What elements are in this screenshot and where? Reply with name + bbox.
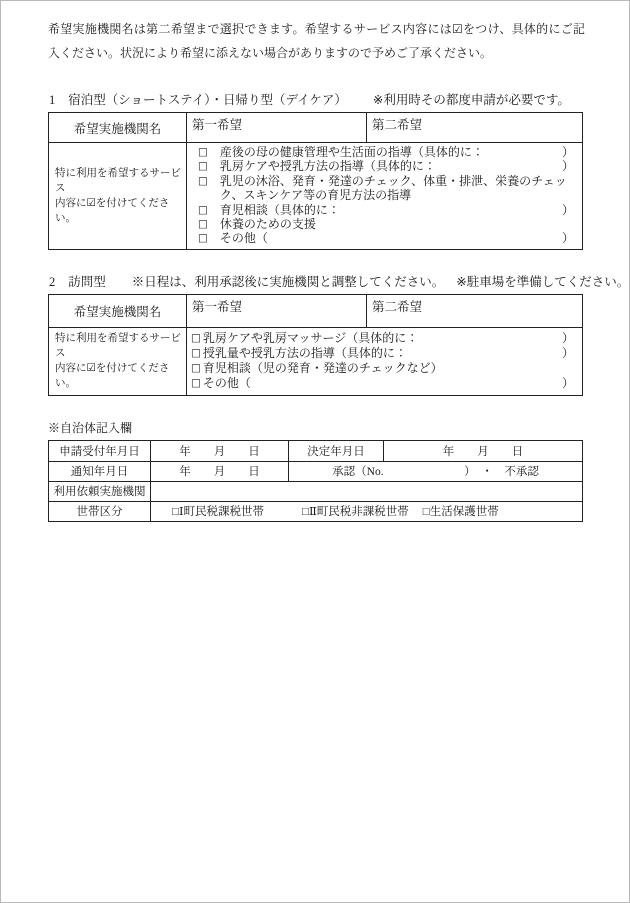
table1-item-childcare-consult: □ 育児相談（具体的に： ） [198,202,574,217]
application-date-label: 申請受付年月日 [49,441,151,461]
requested-org-field[interactable] [151,482,582,501]
table1-first-choice-field[interactable]: 第一希望 [187,113,367,142]
section1-note: ※利用時その都度申請が必要です。 [372,93,570,107]
table2-first-choice-field[interactable]: 第一希望 [187,295,367,327]
application-date-field[interactable]: 年 月 日 [151,441,289,461]
checkbox-icon[interactable]: □ [198,218,208,231]
section2-note1: ※日程は、利用承認後に実施機関と調整してください。 [131,274,445,289]
checkbox-icon[interactable]: □ [191,347,201,360]
checkbox-icon[interactable]: □ [198,160,208,173]
checkbox-icon[interactable]: □ [198,146,208,158]
checkbox-icon[interactable]: □ [198,174,208,187]
checkbox-icon[interactable]: □ [191,331,201,344]
table2-org-name-label: 希望実施機関名 [49,295,187,327]
table-home-visit [48,294,583,396]
checkbox-icon[interactable]: □ [191,362,201,375]
household-option-taxed[interactable]: □Ⅰ町民税課税世帯 [172,506,264,519]
municipality-section-label: ※自治体記入欄 [48,420,133,435]
muni-row-household [49,501,582,521]
table1-org-name-label: 希望実施機関名 [49,113,187,142]
table2-item-other: □ その他（ ） [191,376,574,391]
household-options [151,502,582,521]
table1-second-choice-field[interactable]: 第二希望 [372,118,423,132]
checkbox-icon[interactable]: □ [198,232,208,245]
service-instruction-line2: 内容に☑を付けてください。 [55,363,170,390]
table1-service-instruction [49,143,187,249]
section2-number: 2 [49,274,56,289]
household-category-label: 世帯区分 [49,502,151,521]
table2-item-feeding-guidance: □ 授乳量や授乳方法の指導（具体的に： ） [191,346,574,361]
table2-item-breast-massage: □ 乳房ケアや乳房マッサージ（具体的に： ） [191,330,574,345]
section1-number: 1 [49,93,56,107]
table2-service-instruction [49,328,187,395]
decision-date-field[interactable]: 年 月 日 [442,445,524,458]
table1-item-breast-care: □ 乳房ケアや授乳方法の指導（具体的に： ） [198,159,574,174]
table2-body-row [49,327,582,395]
service-instruction-line1: 特に利用を希望するサービス [55,333,181,360]
section2-title: 訪問型 [68,274,106,289]
table1-service-items [187,143,582,249]
notification-date-field[interactable]: 年 月 日 [151,462,289,481]
table2-header-row [49,295,582,327]
form-content [48,1,630,522]
approval-field[interactable]: 承認（No. ） ・ 不承認 [332,466,539,479]
table1-item-postpartum-health: □ 産後の母の健康管理や生活面の指導（具体的に： ） [198,145,574,159]
table2-item-childcare-consult: □ 育児相談（児の発育・発達のチェックなど） [191,361,443,376]
table1-item-rest-support: □ 休養のための支援 [198,217,316,232]
checkbox-icon[interactable]: □ [191,377,201,390]
section1-heading [48,92,585,108]
muni-row-requested-org [49,481,582,501]
table2-service-items [187,328,582,395]
requested-org-label: 利用依頼実施機関 [49,482,151,501]
service-instruction-line2: 内容に☑を付けてください。 [55,197,170,224]
table1-body-row [49,142,582,249]
section1-title: 宿泊型（ショートステイ）・日帰り型（デイケア） [68,93,347,107]
checkbox-icon[interactable]: □ [198,203,208,216]
table1-item-other: □ その他（ ） [198,231,574,246]
service-instruction-line1: 特に利用を希望するサービス [55,167,181,194]
muni-row-application [49,441,582,461]
decision-date-label: 決定年月日 [289,441,384,461]
notification-date-label: 通知年月日 [49,462,151,481]
table1-header-row [49,113,582,142]
section2-heading [48,274,630,290]
household-option-tax-exempt[interactable]: □Ⅱ町民税非課税世帯 [302,506,409,519]
muni-row-notification [49,461,582,481]
table1-item-infant-care: □ 乳児の沐浴、発育・発達のチェック、体重・排泄、栄養のチェック、スキンケア等の育児方法の指導 [198,173,567,203]
intro-paragraph: 希望実施機関名は第二希望まで選択できます。希望するサービス内容には☑をつけ、具体的にご記入ください。状況により希望に添えない場合がありますので予めご了承ください。 [48,22,585,60]
household-option-public-assistance[interactable]: □生活保護世帯 [422,506,499,519]
section2-note2: ※駐車場を準備してください。 [456,274,630,289]
table-municipality [48,440,583,522]
table2-second-choice-field[interactable]: 第二希望 [372,299,423,314]
table-overnight-daycare [48,112,583,250]
